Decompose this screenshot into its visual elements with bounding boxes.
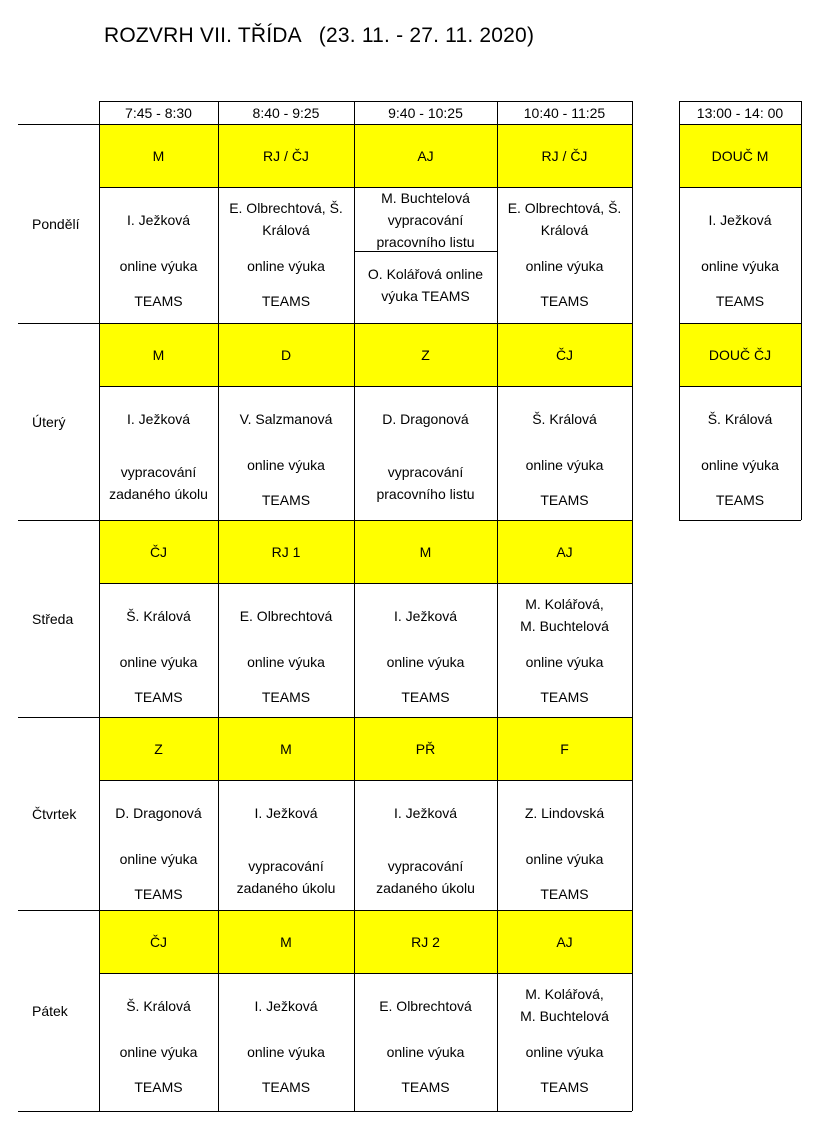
grid-line [354,251,497,252]
teacher-text: M. Kolářová, [525,596,604,612]
period-details [354,386,497,520]
period-subject: PŘ [354,717,497,780]
mode-text: pracovního listu [376,486,475,502]
mode-text: online výuka [119,1044,198,1060]
period-subject: Z [99,717,218,780]
teacher-text: E. Olbrechtová, Š. [229,200,343,216]
period-subject: RJ 2 [354,910,497,973]
day-label: Čtvrtek [32,805,77,822]
mode-text: online výuka [525,654,604,670]
mode-text: online výuka [119,258,198,274]
period-details [354,780,497,910]
teacher-text: I. Ježková [393,805,458,821]
teacher-text: D. Dragonová [382,411,469,427]
grid-line [679,520,801,521]
period-details [218,187,354,323]
grid-line [801,323,802,520]
mode-text: online výuka [525,851,604,867]
period-subject: Z [354,323,497,386]
teacher-text: I. Ježková [393,608,458,624]
period-subject: M [354,520,497,583]
period-details [218,386,354,520]
note-text: výuka TEAMS [381,288,470,304]
period-subject: ČJ [99,910,218,973]
mode-text: online výuka [386,1044,465,1060]
period-subject: M [99,323,218,386]
period-details [497,386,632,520]
teacher-text: Králová [540,222,589,238]
period-details [354,973,497,1111]
period-subject: RJ / ČJ [497,124,632,187]
mode-text: zadaného úkolu [236,880,336,896]
period-subject: ČJ [99,520,218,583]
period-subject: RJ 1 [218,520,354,583]
teacher-text: pracovního listu [376,234,475,250]
platform-text: TEAMS [134,293,183,309]
mode-text: online výuka [701,457,779,473]
platform-text: TEAMS [540,1079,589,1095]
grid-line [632,101,633,1111]
mode-text: online výuka [701,258,779,274]
teacher-text: I. Ježková [708,212,772,228]
grid-line [801,101,802,124]
day-label: Pátek [32,1002,68,1019]
period-details [497,187,632,323]
grid-line [99,101,632,102]
time-header-extra: 13:00 - 14: 00 [696,104,784,121]
teacher-text: E. Olbrechtová [379,998,472,1014]
period-details [497,583,632,717]
platform-text: TEAMS [715,293,765,309]
mode-text: online výuka [247,1044,325,1060]
time-header: 7:45 - 8:30 [125,104,192,121]
mode-text: online výuka [525,457,604,473]
teacher-text: I. Ježková [254,998,318,1014]
platform-text: TEAMS [401,689,450,705]
extra-details [679,187,801,323]
period-details [99,386,218,520]
extra-details [679,386,801,520]
time-header: 8:40 - 9:25 [252,104,320,121]
teacher-text: Š. Králová [532,411,597,427]
platform-text: TEAMS [261,492,311,508]
teacher-text: V. Salzmanová [239,411,333,427]
day-label: Středa [32,610,74,627]
mode-text: online výuka [247,258,325,274]
mode-text: online výuka [247,654,325,670]
period-details [218,583,354,717]
platform-text: TEAMS [401,1079,450,1095]
extra-subject: DOUČ M [679,124,801,187]
mode-text: online výuka [386,654,465,670]
grid-line [679,101,680,124]
day-label: Pondělí [32,215,80,232]
grid-line [99,187,632,188]
period-details [497,780,632,910]
period-subject: RJ / ČJ [218,124,354,187]
grid-line [679,386,801,387]
platform-text: TEAMS [540,886,589,902]
teacher-text: I. Ježková [254,805,318,821]
mode-text: vypracování [387,858,464,874]
platform-text: TEAMS [261,1079,311,1095]
period-details [99,973,218,1111]
period-subject: D [218,323,354,386]
period-details [218,973,354,1111]
mode-text: zadaného úkolu [109,486,208,502]
period-subject: ČJ [497,323,632,386]
grid-line [99,780,632,781]
grid-line [679,101,801,102]
teacher-text: I. Ježková [126,212,191,228]
time-header: 10:40 - 11:25 [523,104,606,121]
platform-text: TEAMS [540,293,589,309]
grid-line [99,101,100,1111]
grid-line [497,101,498,1111]
grid-line [18,124,632,125]
grid-line [18,717,632,718]
teacher-text: Š. Králová [126,998,191,1014]
period-subject: AJ [354,124,497,187]
mode-text: zadaného úkolu [376,880,475,896]
grid-line [679,187,801,188]
grid-line [679,323,680,520]
teacher-text: Š. Králová [126,608,191,624]
teacher-text: Š. Králová [707,411,773,427]
grid-line [18,1111,632,1112]
grid-line [99,583,632,584]
grid-line [99,973,632,974]
grid-line [18,323,632,324]
mode-text: vypracování [248,858,324,874]
grid-line [218,101,219,1111]
platform-text: TEAMS [715,492,765,508]
platform-text: TEAMS [261,689,311,705]
period-details [99,187,218,323]
mode-text: online výuka [247,457,325,473]
mode-text: vypracování [387,464,464,480]
period-details [99,780,218,910]
platform-text: TEAMS [134,886,183,902]
platform-text: TEAMS [134,689,183,705]
teacher-text: E. Olbrechtová, Š. [507,200,622,216]
grid-line [99,386,632,387]
period-subject: F [497,717,632,780]
period-details [218,780,354,910]
time-header: 9:40 - 10:25 [388,104,463,121]
mode-text: online výuka [119,654,198,670]
platform-text: TEAMS [134,1079,183,1095]
period-subject: AJ [497,910,632,973]
grid-line [801,124,802,323]
platform-text: TEAMS [261,293,311,309]
platform-text: TEAMS [540,689,589,705]
mode-text: vypracování [120,464,197,480]
teacher-text: D. Dragonová [115,805,202,821]
grid-line [679,124,801,125]
grid-line [679,323,801,324]
platform-text: TEAMS [540,492,589,508]
period-details [99,583,218,717]
period-details [354,583,497,717]
day-label: Úterý [32,413,66,430]
mode-text: online výuka [119,851,198,867]
grid-line [18,910,632,911]
period-subject: M [218,717,354,780]
page-title: ROZVRH VII. TŘÍDA (23. 11. - 27. 11. 2020) [104,24,535,47]
grid-line [354,101,355,1111]
extra-subject: DOUČ ČJ [679,323,801,386]
mode-text: online výuka [525,258,604,274]
teacher-text: E. Olbrechtová [239,608,333,624]
teacher-text: Králová [262,222,310,238]
grid-line [679,124,680,323]
teacher-text: M. Buchtelová [381,190,470,206]
teacher-text: I. Ježková [126,411,191,427]
teacher-text: Z. Lindovská [524,805,605,821]
period-details [354,187,497,323]
teacher-text: M. Kolářová, [525,986,604,1002]
teacher-text: M. Buchtelová [520,1008,609,1024]
period-subject: M [99,124,218,187]
teacher-text: vypracování [387,212,464,228]
teacher-text: M. Buchtelová [520,618,609,634]
period-subject: AJ [497,520,632,583]
grid-line [18,520,632,521]
period-details [497,973,632,1111]
note-text: O. Kolářová online [367,266,484,282]
period-subject: M [218,910,354,973]
mode-text: online výuka [525,1044,604,1060]
